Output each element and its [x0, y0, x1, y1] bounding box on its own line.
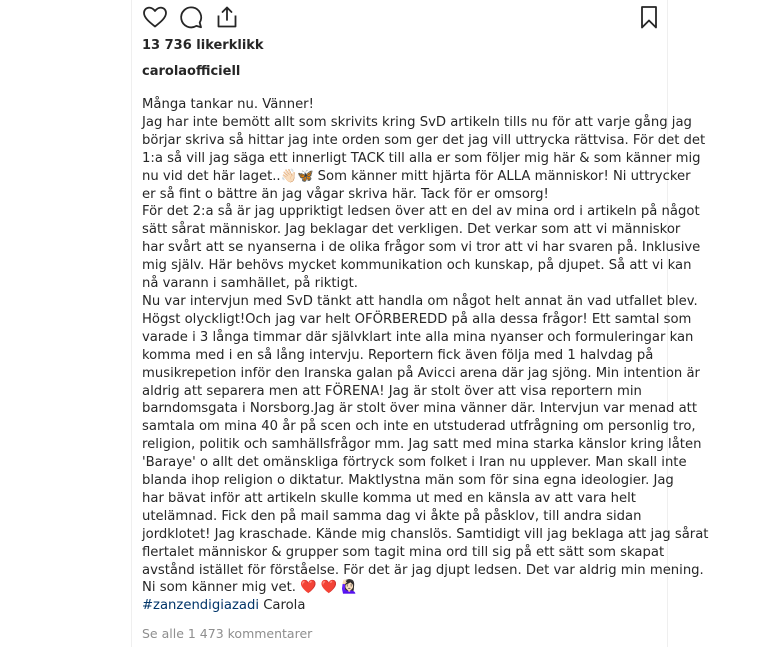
bookmark-icon[interactable] [636, 4, 662, 30]
caption-line: Många tankar nu. Vänner! [142, 97, 314, 112]
caption-line: Jag har inte bemött allt som skrivits kring SvD artikeln tills nu för att varje gång jag [142, 114, 692, 130]
caption-line: avstånd istället för förståelse. För det är jag djupt ledsen. Det var aldrig min mening. [142, 562, 704, 578]
hashtag-link[interactable]: #zanzendigiazadi [142, 598, 259, 614]
heart-icon[interactable] [142, 4, 168, 30]
caption-line: komma med i en så lång intervju. Reportern fick även följa med 1 halvdag på [142, 347, 654, 363]
caption-line: jordklotet! Jag kraschade. Kände mig chanslös. Samtidigt vill jag beklaga att jag sårat [142, 526, 709, 542]
caption-line: har bävat inför att artikeln skulle komma ut med en känsla av att vara helt [142, 490, 636, 506]
caption-line: 1:a så vill jag säga ett innerligt TACK till alla er som följer mig här & som känner mig [142, 150, 701, 166]
caption-line: flertalet människor & grupper som tagit mina ord till sig på ett sätt som skapat [142, 544, 665, 560]
caption-line: Högst olyckligt!Och jag var helt OFÖRBEREDD på alla dessa frågor! Ett samtal som [142, 311, 692, 327]
post-author[interactable]: carolaofficiell [142, 64, 241, 79]
view-all-comments-link[interactable]: Se alle 1 473 kommentarer [142, 626, 313, 641]
caption-hashtag-line [142, 597, 656, 615]
caption-line: varade i 3 långa timmar där självklart inte alla mina nyanser och formuleringar kan [142, 329, 694, 345]
caption-line: blanda ihop religion o diktatur. Maktlystna män som för sina egna ideologier. Jag [142, 473, 674, 489]
like-count[interactable]: 13 736 likerklikk [142, 38, 264, 53]
caption-line: aldrig att separera men att FÖRENA! Jag är stolt över att visa reportern min [142, 383, 642, 399]
caption-signature: Carola [259, 598, 306, 614]
caption-line: nå varann i samhället, på riktigt. [142, 276, 358, 292]
share-icon[interactable] [214, 4, 240, 30]
post-actions [142, 4, 660, 32]
caption-line: barndomsgata i Norsborg.Jag är stolt över mina vänner där. Intervjun var menad att [142, 401, 698, 417]
caption-line: sätt sårat människor. Jag beklagar det verkligen. Det verkar som att vi människor [142, 222, 681, 238]
caption-line: utelämnad. Fick den på mail samma dag vi åkte på påsklov, till andra sidan [142, 508, 642, 524]
caption-line: samtala om mina 40 år på scen och inte en utstuderad utfrågning om personlig tro, [142, 419, 696, 435]
caption-line: mig själv. Här behövs mycket kommunikation och kunskap, på djupet. Så att vi kan [142, 258, 692, 274]
caption-line: religion, politik och samhällsfrågor mm. Jag satt med mina starka känslor kring låten [142, 437, 702, 453]
comment-icon[interactable] [178, 4, 204, 30]
caption-line: musikrepetion inför den Iranska galan på Avicci arena där jag sjöng. Min intention är [142, 365, 700, 381]
caption-line: er så fint o bättre än jag vågar skriva här. Tack för er omsorg! [142, 186, 549, 202]
caption-line: har svårt att se nyanserna i de olika frågor som vi tror att vi har svaren på. Inklusive [142, 240, 701, 256]
caption-line: Ni som känner mig vet. ❤️ ❤️ 🙋🏻‍♀️ [142, 580, 358, 596]
caption-line: Nu var intervjun med SvD tänkt att handla om något helt annat än vad utfallet blev. [142, 293, 698, 309]
caption-line: 'Baraye' o allt det omänskliga förtryck som folket i Iran nu upplever. Man skall inte [142, 455, 687, 471]
caption-line: nu vid det här laget..👋🏻🦋 Som känner mitt hjärta för ALLA människor! Ni uttrycker [142, 168, 691, 184]
caption-line: börjar skriva så hittar jag inte orden som ger det jag vill uttrycka rättvisa. För det det [142, 132, 706, 148]
post-caption [142, 96, 709, 615]
caption-line: För det 2:a så är jag uppriktigt ledsen över att en del av mina ord i artikeln på något [142, 204, 700, 220]
post-card [131, 0, 709, 647]
